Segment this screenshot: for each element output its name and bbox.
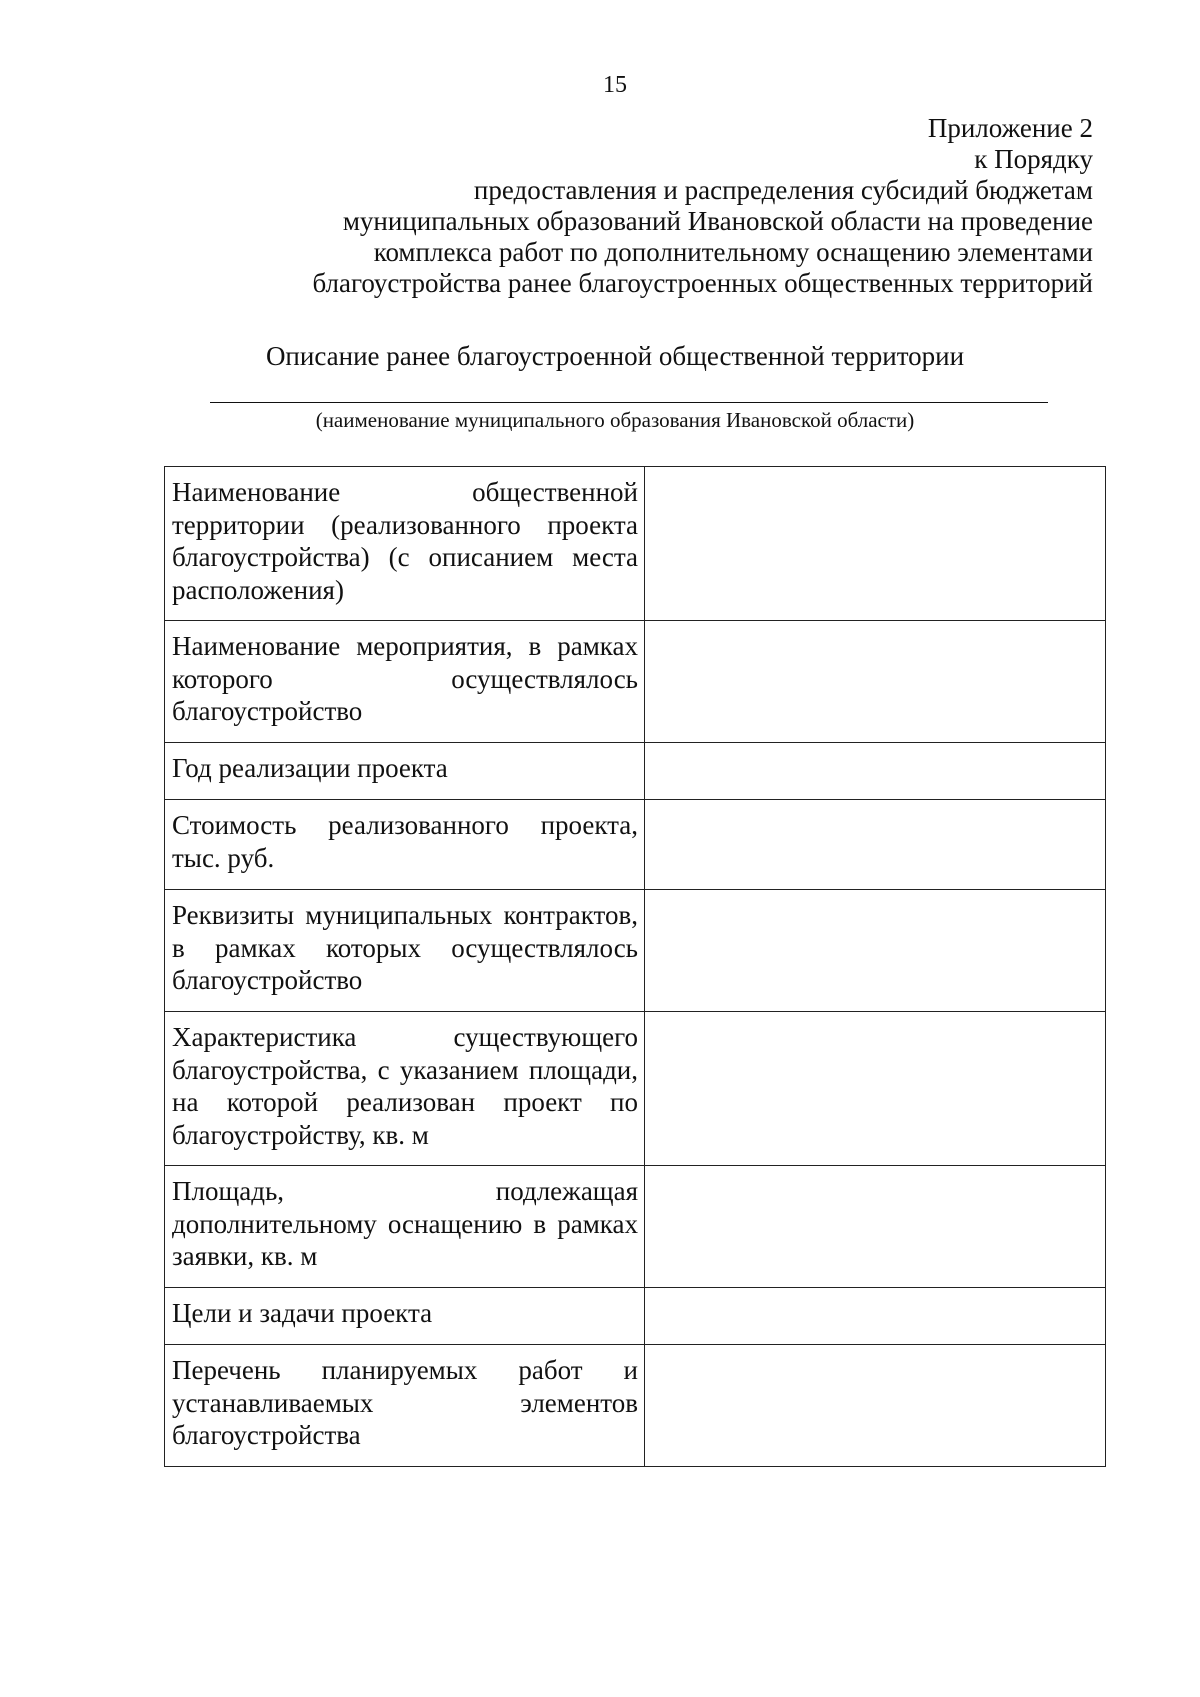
appendix-desc-line-3: комплекса работ по дополнительному оснащению элементами [373,237,1093,267]
table-row [165,1345,1106,1467]
document-title: Описание ранее благоустроенной общественной территории [265,341,965,371]
appendix-desc-line-4: благоустройства ранее благоустроенных общественных территорий [312,268,1093,298]
municipality-caption: (наименование муниципального образования Ивановской области) [315,408,915,432]
row-label: Наименование мероприятия, в рамках которого осуществлялось благоустройство [165,621,645,743]
table-row [165,467,1106,621]
table-row [165,1166,1106,1288]
row-label: Перечень планируемых работ и устанавливаемых элементов благоустройства [165,1345,645,1467]
row-value-cell [645,467,1106,621]
row-label: Стоимость реализованного проекта, тыс. руб. [165,800,645,890]
appendix-title: Приложение 2 [927,113,1093,143]
table-row [165,800,1106,890]
row-label: Цели и задачи проекта [165,1288,645,1345]
row-label: Характеристика существующего благоустройства, с указанием площади, на которой реализован проект по благоустройству, кв. м [165,1012,645,1166]
row-value-cell [645,1012,1106,1166]
row-value-cell [645,743,1106,800]
row-value-cell [645,800,1106,890]
row-value-cell [645,621,1106,743]
row-label: Реквизиты муниципальных контрактов, в рамках которых осуществлялось благоустройство [165,890,645,1012]
appendix-ref: к Порядку [974,144,1093,174]
row-label: Год реализации проекта [165,743,645,800]
row-label: Наименование общественной территории (реализованного проекта благоустройства) (с описанием места расположения) [165,467,645,621]
row-value-cell [645,1166,1106,1288]
row-value-cell [645,890,1106,1012]
page-number: 15 [603,72,627,98]
row-value-cell [645,1345,1106,1467]
table-row [165,743,1106,800]
table-row [165,1012,1106,1166]
table-row [165,890,1106,1012]
appendix-desc-line-2: муниципальных образований Ивановской области на проведение [342,206,1093,236]
row-label: Площадь, подлежащая дополнительному оснащению в рамках заявки, кв. м [165,1166,645,1288]
table-row [165,1288,1106,1345]
appendix-header [193,113,1093,299]
appendix-desc-line-1: предоставления и распределения субсидий бюджетам [473,175,1093,205]
row-value-cell [645,1288,1106,1345]
territory-description-table [164,466,1106,1467]
table-row [165,621,1106,743]
municipality-fill-line [210,402,1048,403]
